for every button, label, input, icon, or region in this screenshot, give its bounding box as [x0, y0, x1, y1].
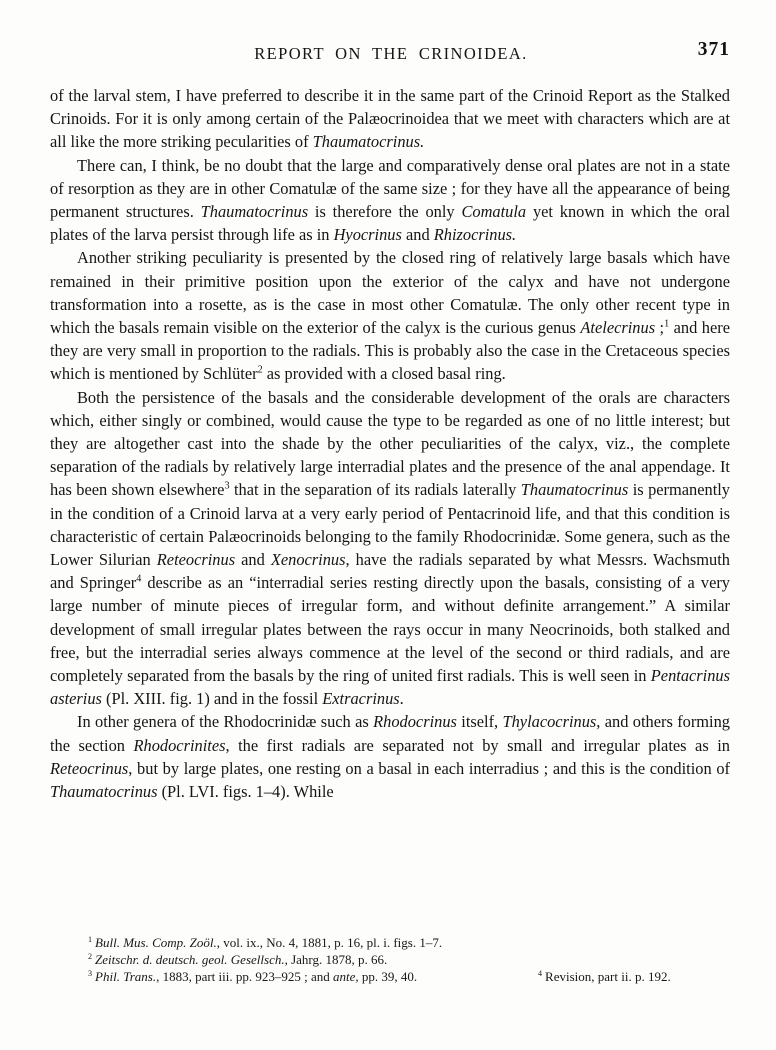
- text-run: Both the persistence of the basals and the considerable development of the orals are characters which, either singly or combined, would cause the type to be regarded as one of no little interest; but they are altogether cast into the shade by the other peculiarities of the calyx, viz., the complete separation of the radials by relatively large interradial plates and the presence of the anal appendage. It has been shown elsewhere: [50, 387, 730, 500]
- text-run: of the larval stem, I have preferred to describe it in the same part of the Crinoid Report as the Stalked Crinoids. For it is only among certain of the Palæocrinoidea that we meet with characters which are at all like the more striking pecularities of: [50, 86, 730, 152]
- italic-run: Comatula: [461, 202, 527, 222]
- text-run: describe as an “interradial series resting directly upon the basals, consisting of a very large number of minute pieces of irregular form, and without definite arrangement.” A similar development of small irregular plates between the rays occur in many Neocrinoids, both stalked and free, but the interradial series always commence at the level of the second or third radials, and are completely separated from the basals by the ring of united first radials. This is well seen in: [50, 573, 730, 686]
- paragraph-3: [50, 246, 730, 385]
- italic-run: Thaumatocrinus.: [312, 132, 425, 152]
- text-run: (Pl. LVI. figs. 1–4). While: [157, 782, 334, 802]
- footnote-marker: 1: [88, 934, 93, 944]
- paragraph-1: [50, 84, 730, 154]
- page-header: [50, 39, 732, 66]
- text-run: and here they are very small in proportion to the radials. This is probably also the case in the Cretaceous species which is mentioned by Schlüter: [50, 318, 730, 384]
- text-run: .: [399, 689, 404, 709]
- footnote-marker: 2: [88, 951, 93, 961]
- text-run: yet known in which the oral plates of the larva persist through life as in: [50, 202, 730, 245]
- italic-run: Phil. Trans.: [95, 969, 157, 984]
- body-text: [50, 84, 730, 803]
- footnote-marker: 3: [224, 480, 230, 492]
- text-run: that in the separation of its radials laterally: [229, 480, 521, 500]
- footnote-marker: 4: [136, 573, 142, 585]
- footnote-4: [538, 968, 671, 985]
- italic-run: Pentacrinus asterius: [50, 666, 730, 709]
- italic-run: Thaumatocrinus: [50, 782, 158, 802]
- text-run: , vol. ix., No. 4, 1881, p. 16, pl. i. figs. 1–7.: [216, 935, 443, 950]
- text-run: In other genera of the Rhodocrinidæ such as: [77, 712, 374, 732]
- text-run: itself,: [456, 712, 503, 732]
- italic-run: Thylacocrinus: [502, 712, 597, 732]
- italic-run: Rhodocrinites: [133, 735, 226, 755]
- text-run: ;: [655, 318, 665, 338]
- text-run: as provided with a closed basal ring.: [262, 364, 506, 384]
- footnote-marker: 2: [257, 364, 263, 376]
- paragraph-5: [50, 710, 730, 803]
- italic-run: Reteocrinus: [156, 550, 236, 570]
- paragraph-4: [50, 386, 730, 711]
- text-run: Another striking peculiarity is presented by the closed ring of relatively large basals which have remained in their primitive position upon the exterior of the calyx and have not undergone transformation into a rosette, as is the case in most other Comatulæ. The only other recent type in which the basals remain visible on the exterior of the calyx is the curious genus: [50, 248, 730, 338]
- text-run: , the first radials are separated not by small and irregular plates as in: [225, 735, 730, 755]
- italic-run: Xenocrinus: [270, 550, 346, 570]
- text-run: , Jahrg. 1878, p. 66.: [284, 952, 388, 967]
- italic-run: Reteocrinus: [50, 758, 129, 778]
- running-title: REPORT ON THE CRINOIDEA.: [254, 44, 528, 63]
- text-run: , have the radials separated by what Messrs. Wachsmuth and Springer: [50, 550, 730, 593]
- footnote-2: [50, 951, 730, 968]
- italic-run: Rhodocrinus: [373, 712, 457, 732]
- footnote-marker: 4: [538, 968, 543, 978]
- italic-run: ante: [333, 969, 356, 984]
- text-run: There can, I think, be no doubt that the large and comparatively dense oral plates are not in a state of resorption as they are in other Comatulæ of the same size ; for they have all the appearance of being permanent structures.: [50, 155, 730, 222]
- italic-run: Extracrinus: [322, 689, 400, 709]
- text-run: and: [235, 550, 271, 570]
- footnote-marker: 1: [664, 318, 670, 330]
- text-run: , and others forming the section: [50, 712, 730, 755]
- paragraph-2: [50, 154, 730, 247]
- text-run: , 1883, part iii. pp. 923–925 ; and: [156, 969, 334, 984]
- italic-run: Thaumatocrinus: [520, 480, 629, 500]
- page-number: 371: [697, 39, 730, 60]
- italic-run: Hyocrinus: [333, 225, 402, 245]
- italic-run: Bull. Mus. Comp. Zoöl.: [95, 935, 217, 950]
- footnote-1: [50, 934, 730, 951]
- text-run: is permanently in the condition of a Crinoid larva at a very early period of Pentacrinoid life, and that this condition is characteristic of certain Palæocrinoids belonging to the family Rhodocrinidæ. Some genera, such as the Lower Silurian: [50, 480, 730, 570]
- italic-run: Zeitschr. d. deutsch. geol. Gesellsch.: [95, 952, 285, 967]
- text-run: , but by large plates, one resting on a basal in each interradius ; and this is the condition of: [128, 758, 730, 778]
- text-run: is therefore the only: [308, 202, 462, 222]
- text-run: Revision, part ii. p. 192.: [545, 969, 671, 984]
- italic-run: Atelecrinus: [580, 318, 656, 338]
- text-run: , pp. 39, 40.: [355, 969, 418, 984]
- footnotes: [50, 934, 730, 985]
- italic-run: Rhizocrinus.: [433, 225, 517, 245]
- footnote-marker: 3: [88, 968, 93, 978]
- text-run: (Pl. XIII. fig. 1) and in the fossil: [101, 689, 323, 709]
- italic-run: Thaumatocrinus: [200, 202, 309, 222]
- text-run: and: [401, 225, 434, 245]
